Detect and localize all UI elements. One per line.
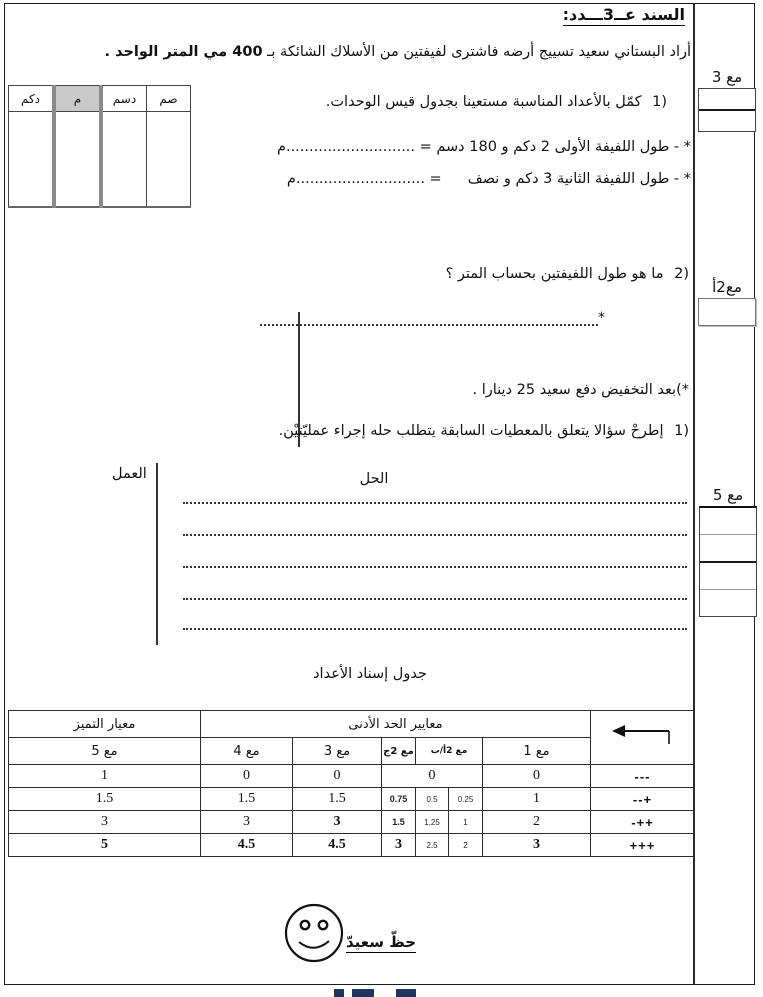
- min-criteria-header: معايير الحد الأدنى: [201, 711, 591, 738]
- support-table-row: [9, 765, 695, 788]
- arrow-icon: [606, 718, 680, 752]
- score-cell: [699, 111, 755, 131]
- arrow-header-cell: [591, 711, 695, 765]
- solution-line-3: [183, 564, 687, 568]
- margin-score-3-label: مع 3: [711, 68, 743, 86]
- cell-m5: 3: [9, 811, 201, 834]
- page-title: السند عــ3ـــدد:: [562, 5, 685, 24]
- support-table-row: [9, 811, 695, 834]
- support-table-row: [9, 834, 695, 857]
- cell-m5: 5: [9, 834, 201, 857]
- margin-score-5-label: مع 5: [712, 486, 744, 504]
- unit-dam-cell: [9, 112, 55, 208]
- support-table: [8, 710, 695, 857]
- cell-m2c: 0.75: [382, 788, 416, 811]
- question-2-text: ما هو طول اللفيفتين بحساب المتر ؟: [445, 266, 664, 282]
- col-header-m3: مع 3: [293, 738, 382, 765]
- cell-m2a: 1: [449, 811, 483, 834]
- good-luck-text: حظّ سعيدّ: [346, 933, 417, 951]
- cell-m5: 1.5: [9, 788, 201, 811]
- solution-label: الحل: [359, 471, 389, 487]
- cell-m2b: 0.5: [416, 788, 449, 811]
- clipped-footer-text: [334, 989, 344, 997]
- cell-m2b: 2.5: [416, 834, 449, 857]
- col-header-m4: مع 4: [201, 738, 293, 765]
- cell-m2c: 1.5: [382, 811, 416, 834]
- question-2-number: 2): [674, 266, 689, 282]
- unit-m-cell: [54, 112, 101, 208]
- clipped-footer-text: [352, 989, 374, 997]
- cell-m2b: 1.25: [416, 811, 449, 834]
- margin-score-3-box: [698, 88, 756, 132]
- row-code: +++: [591, 834, 695, 857]
- col-header-m2c: مع 2ج: [382, 738, 416, 765]
- solution-line-4: [183, 596, 687, 600]
- work-separator-line: [156, 463, 158, 645]
- unit-cm-cell: [147, 112, 191, 208]
- cell-m2-merged: 0: [382, 765, 483, 788]
- score-cell: [700, 508, 756, 535]
- units-body-row: [9, 112, 191, 208]
- dotted-answer-line: [260, 311, 598, 326]
- cell-m2a: 0.25: [449, 788, 483, 811]
- answer-star: *: [598, 310, 605, 326]
- unit-dm: دسم: [101, 86, 147, 112]
- clipped-footer-text: [396, 989, 416, 997]
- discount-note: [472, 382, 689, 398]
- score-cell: [700, 563, 756, 590]
- unit-dm-cell: [101, 112, 147, 208]
- unit-m: م: [54, 86, 101, 112]
- row-code: ---: [591, 765, 695, 788]
- margin-score-2a-label: مع2أ: [712, 278, 742, 296]
- cell-m1: 1: [483, 788, 591, 811]
- margin-score-3: [698, 68, 756, 132]
- question-1-item-2: [287, 171, 691, 187]
- cell-m3: 0: [293, 765, 382, 788]
- followup-text: إطرحْ سؤالا يتعلق بالمعطيات السابقة يتطلب حله إجراء عمليّتيْن.: [278, 423, 664, 439]
- solution-line-1: [183, 500, 687, 504]
- solution-line-2: [183, 532, 687, 536]
- question-1-number: 1): [652, 94, 667, 110]
- cell-m1: 2: [483, 811, 591, 834]
- cell-m2a: 2: [449, 834, 483, 857]
- cell-m3: 1.5: [293, 788, 382, 811]
- question-1-text: كمّل بالأعداد المناسبة مستعينا بجدول قيس الوحدات.: [325, 94, 642, 110]
- cell-m3: 4.5: [293, 834, 382, 857]
- score-cell: [699, 89, 755, 111]
- cell-m5: 1: [9, 765, 201, 788]
- margin-score-5: [699, 486, 757, 617]
- work-label: العمل: [112, 466, 147, 482]
- cell-m2c: 3: [382, 834, 416, 857]
- units-table: [8, 85, 191, 208]
- units-header-row: [9, 86, 191, 112]
- item-2-text: * - طول اللفيفة الثانية 3 دكم و نصف: [467, 171, 691, 187]
- support-table-title: جدول إسناد الأعداد: [313, 666, 427, 682]
- note-prefix: *): [676, 382, 689, 398]
- question-1-item-1: * - طول اللفيفة الأولى 2 دكم و 180 دسم = ............................م: [276, 139, 691, 155]
- cell-m3: 3: [293, 811, 382, 834]
- cell-m4: 4.5: [201, 834, 293, 857]
- support-table-header-row-1: [9, 711, 695, 738]
- margin-score-2a: [698, 278, 756, 326]
- margin-score-5-box: [699, 506, 757, 617]
- unit-cm: صم: [147, 86, 191, 112]
- col-header-m1: مع 1: [483, 738, 591, 765]
- question-2-answer-line: [253, 310, 605, 326]
- cell-m4: 3: [201, 811, 293, 834]
- margin-score-2a-box: [698, 298, 756, 326]
- row-code: ++-: [591, 811, 695, 834]
- col-header-m2ab: مع 2أ/ب: [416, 738, 483, 765]
- cell-m1: 3: [483, 834, 591, 857]
- score-cell: [700, 535, 756, 563]
- score-cell: [700, 590, 756, 616]
- smiley-face-icon: [282, 901, 348, 967]
- row-code: +--: [591, 788, 695, 811]
- question-1: [326, 94, 667, 110]
- intro-text: أراد البستاني سعيد تسييج أرضه فاشترى لفيفتين من الأسلاك الشائكة بـ: [262, 44, 691, 60]
- cell-m4: 1.5: [201, 788, 293, 811]
- item-2-answer: = ............................م: [286, 171, 442, 187]
- solution-line-5: [183, 626, 687, 630]
- excellence-criteria-header: معيار التميز: [9, 711, 201, 738]
- support-table-row: [9, 788, 695, 811]
- followup-number: 1): [674, 423, 689, 439]
- cell-m1: 0: [483, 765, 591, 788]
- note-text: بعد التخفيض دفع سعيد 25 دينارا .: [472, 382, 677, 398]
- col-header-m5: مع 5: [9, 738, 201, 765]
- unit-dam: دكم: [9, 86, 55, 112]
- intro-paragraph: [76, 44, 691, 60]
- question-2: [446, 266, 689, 282]
- intro-text-bold: 400 مي المتر الواحد .: [104, 44, 263, 60]
- followup-question: [279, 423, 689, 439]
- cell-m4: 0: [201, 765, 293, 788]
